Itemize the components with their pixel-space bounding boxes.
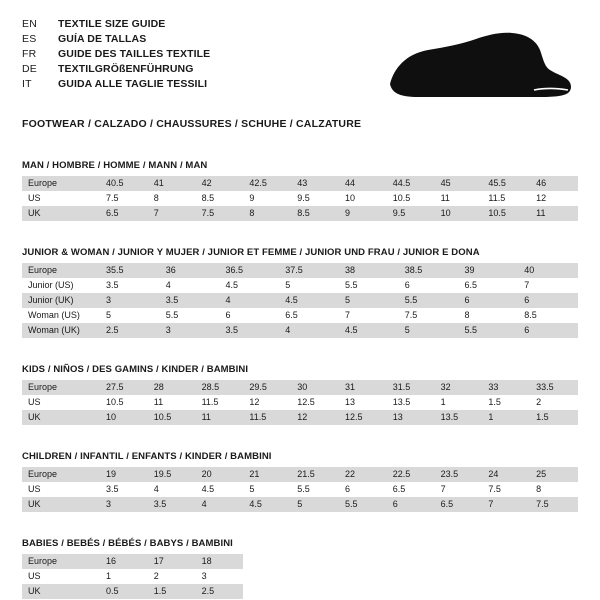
cell: 3.5 xyxy=(220,323,280,338)
cell: 1 xyxy=(482,410,530,425)
size-table-kids xyxy=(22,380,578,425)
cell: 11.5 xyxy=(196,395,244,410)
cell: 5.5 xyxy=(160,308,220,323)
cell: 6 xyxy=(339,482,387,497)
cell: 36.5 xyxy=(220,263,280,278)
cell: 0.5 xyxy=(100,584,148,599)
cell: 11.5 xyxy=(482,191,530,206)
cell: 10.5 xyxy=(387,191,435,206)
cell-empty xyxy=(291,569,339,584)
cell-empty xyxy=(530,569,578,584)
cell: 7.5 xyxy=(530,497,578,512)
cell: 40 xyxy=(518,263,578,278)
cell: 3 xyxy=(196,569,244,584)
cell: 10.5 xyxy=(148,410,196,425)
cell: 1.5 xyxy=(482,395,530,410)
cell: 4.5 xyxy=(196,482,244,497)
cell-empty xyxy=(435,569,483,584)
row-label: Europe xyxy=(22,380,100,395)
cell: 3 xyxy=(160,323,220,338)
cell: 6.5 xyxy=(459,278,519,293)
cell: 6.5 xyxy=(387,482,435,497)
cell: 20 xyxy=(196,467,244,482)
cell: 6 xyxy=(399,278,459,293)
cell: 24 xyxy=(482,467,530,482)
cell: 6.5 xyxy=(435,497,483,512)
language-row xyxy=(22,48,210,63)
cell-empty xyxy=(243,569,291,584)
row-label: Europe xyxy=(22,263,100,278)
cell: 6 xyxy=(387,497,435,512)
row-label: Europe xyxy=(22,554,100,569)
table-row xyxy=(22,176,578,191)
language-code: IT xyxy=(22,78,32,90)
document-header xyxy=(22,18,578,104)
cell: 38 xyxy=(339,263,399,278)
cell: 22 xyxy=(339,467,387,482)
cell: 27.5 xyxy=(100,380,148,395)
cell: 21.5 xyxy=(291,467,339,482)
size-group-junior-woman xyxy=(22,247,578,338)
cell: 7 xyxy=(148,206,196,221)
table-row xyxy=(22,395,578,410)
language-row xyxy=(22,63,210,78)
cell: 35.5 xyxy=(100,263,160,278)
cell: 22.5 xyxy=(387,467,435,482)
row-label: Europe xyxy=(22,467,100,482)
cell-empty xyxy=(387,584,435,599)
cell: 3.5 xyxy=(148,497,196,512)
row-label: Europe xyxy=(22,176,100,191)
cell-empty xyxy=(387,569,435,584)
cell: 4.5 xyxy=(220,278,280,293)
size-group-kids xyxy=(22,364,578,425)
row-label: US xyxy=(22,569,100,584)
cell: 40.5 xyxy=(100,176,148,191)
cell: 3.5 xyxy=(100,278,160,293)
cell: 4 xyxy=(196,497,244,512)
language-row xyxy=(22,18,210,33)
cell: 44 xyxy=(339,176,387,191)
cell-empty xyxy=(482,569,530,584)
cell: 44.5 xyxy=(387,176,435,191)
cell: 13 xyxy=(339,395,387,410)
cell: 5 xyxy=(243,482,291,497)
cell: 5.5 xyxy=(399,293,459,308)
cell: 9 xyxy=(243,191,291,206)
cell: 12.5 xyxy=(291,395,339,410)
language-row xyxy=(22,78,210,93)
table-row xyxy=(22,584,578,599)
cell: 19.5 xyxy=(148,467,196,482)
cell-empty xyxy=(339,584,387,599)
language-title-list xyxy=(22,18,210,93)
dress-shoe-icon xyxy=(384,28,574,106)
cell: 4 xyxy=(148,482,196,497)
size-table-man xyxy=(22,176,578,221)
language-title: GUIDA ALLE TAGLIE TESSILI xyxy=(58,78,208,90)
cell: 7 xyxy=(435,482,483,497)
table-row xyxy=(22,482,578,497)
row-label: UK xyxy=(22,584,100,599)
cell: 6 xyxy=(518,293,578,308)
cell-empty xyxy=(435,584,483,599)
cell: 10.5 xyxy=(100,395,148,410)
table-row xyxy=(22,293,578,308)
cell: 7.5 xyxy=(196,206,244,221)
table-row xyxy=(22,410,578,425)
cell: 4.5 xyxy=(339,323,399,338)
cell: 9.5 xyxy=(387,206,435,221)
cell: 1 xyxy=(100,569,148,584)
table-row xyxy=(22,323,578,338)
cell: 43 xyxy=(291,176,339,191)
cell: 1.5 xyxy=(530,410,578,425)
cell: 7.5 xyxy=(399,308,459,323)
table-row xyxy=(22,308,578,323)
cell: 13.5 xyxy=(435,410,483,425)
cell: 3 xyxy=(100,293,160,308)
cell: 3.5 xyxy=(100,482,148,497)
language-code: DE xyxy=(22,63,37,75)
cell: 36 xyxy=(160,263,220,278)
table-row xyxy=(22,380,578,395)
table-row xyxy=(22,467,578,482)
cell: 41 xyxy=(148,176,196,191)
cell: 37.5 xyxy=(279,263,339,278)
cell: 13.5 xyxy=(387,395,435,410)
cell: 31 xyxy=(339,380,387,395)
cell: 2.5 xyxy=(100,323,160,338)
cell: 2 xyxy=(530,395,578,410)
cell: 8.5 xyxy=(518,308,578,323)
cell: 2.5 xyxy=(196,584,244,599)
cell: 33 xyxy=(482,380,530,395)
group-title: CHILDREN / INFANTIL / ENFANTS / KINDER / BAMBINI xyxy=(22,451,272,462)
size-table-junior-woman xyxy=(22,263,578,338)
cell-empty xyxy=(243,584,291,599)
cell: 4.5 xyxy=(279,293,339,308)
cell: 10 xyxy=(339,191,387,206)
cell-empty xyxy=(387,554,435,569)
cell: 6 xyxy=(459,293,519,308)
size-table-body xyxy=(22,380,578,425)
cell-empty xyxy=(435,554,483,569)
cell: 16 xyxy=(100,554,148,569)
table-row xyxy=(22,554,578,569)
cell: 33.5 xyxy=(530,380,578,395)
cell: 29.5 xyxy=(243,380,291,395)
table-row xyxy=(22,206,578,221)
cell: 8 xyxy=(148,191,196,206)
cell: 17 xyxy=(148,554,196,569)
language-title: TEXTILE SIZE GUIDE xyxy=(58,18,166,30)
cell: 8 xyxy=(530,482,578,497)
cell: 6 xyxy=(220,308,280,323)
cell: 21 xyxy=(243,467,291,482)
cell: 28.5 xyxy=(196,380,244,395)
row-label: Junior (UK) xyxy=(22,293,100,308)
language-title: GUIDE DES TAILLES TEXTILE xyxy=(58,48,211,60)
row-label: US xyxy=(22,191,100,206)
language-code: FR xyxy=(22,48,37,60)
cell: 4 xyxy=(160,278,220,293)
cell: 32 xyxy=(435,380,483,395)
cell: 28 xyxy=(148,380,196,395)
cell: 5.5 xyxy=(291,482,339,497)
size-group-man xyxy=(22,160,578,221)
size-table-body xyxy=(22,554,578,599)
cell: 11 xyxy=(530,206,578,221)
row-label: Woman (UK) xyxy=(22,323,100,338)
cell-empty xyxy=(243,554,291,569)
table-row xyxy=(22,569,578,584)
cell-empty xyxy=(291,584,339,599)
cell: 3.5 xyxy=(160,293,220,308)
cell: 7 xyxy=(482,497,530,512)
cell: 8.5 xyxy=(196,191,244,206)
section-title: FOOTWEAR / CALZADO / CHAUSSURES / SCHUHE / CALZATURE xyxy=(22,118,362,130)
cell: 1.5 xyxy=(148,584,196,599)
group-title: JUNIOR & WOMAN / JUNIOR Y MUJER / JUNIOR ET FEMME / JUNIOR UND FRAU / JUNIOR E DONA xyxy=(22,247,480,258)
cell: 7.5 xyxy=(100,191,148,206)
table-row xyxy=(22,497,578,512)
size-table-children xyxy=(22,467,578,512)
language-title: TEXTILGRÖßENFÜHRUNG xyxy=(58,63,194,75)
cell: 46 xyxy=(530,176,578,191)
cell: 5 xyxy=(100,308,160,323)
size-table-babies xyxy=(22,554,578,599)
cell: 5 xyxy=(399,323,459,338)
language-title-list-body xyxy=(22,18,210,93)
cell-empty xyxy=(339,554,387,569)
cell: 11 xyxy=(435,191,483,206)
cell: 42 xyxy=(196,176,244,191)
cell: 8 xyxy=(459,308,519,323)
group-title: BABIES / BEBÉS / BÉBÉS / BABYS / BAMBINI xyxy=(22,538,233,549)
cell: 11 xyxy=(148,395,196,410)
language-title: GUÍA DE TALLAS xyxy=(58,33,147,45)
cell: 10.5 xyxy=(482,206,530,221)
cell: 4.5 xyxy=(243,497,291,512)
cell: 6.5 xyxy=(279,308,339,323)
row-label: Woman (US) xyxy=(22,308,100,323)
group-title: MAN / HOMBRE / HOMME / MANN / MAN xyxy=(22,160,208,171)
cell-empty xyxy=(530,554,578,569)
cell: 11 xyxy=(196,410,244,425)
cell: 12.5 xyxy=(339,410,387,425)
group-title: KIDS / NIÑOS / DES GAMINS / KINDER / BAMBINI xyxy=(22,364,249,375)
cell-empty xyxy=(482,554,530,569)
table-row xyxy=(22,278,578,293)
cell: 45 xyxy=(435,176,483,191)
cell: 7.5 xyxy=(482,482,530,497)
cell: 38.5 xyxy=(399,263,459,278)
row-label: Junior (US) xyxy=(22,278,100,293)
cell: 5.5 xyxy=(339,278,399,293)
size-group-babies xyxy=(22,538,578,599)
cell-empty xyxy=(482,584,530,599)
size-table-body xyxy=(22,176,578,221)
cell: 5 xyxy=(291,497,339,512)
row-label: US xyxy=(22,482,100,497)
row-label: UK xyxy=(22,410,100,425)
cell: 13 xyxy=(387,410,435,425)
cell: 12 xyxy=(530,191,578,206)
cell: 23.5 xyxy=(435,467,483,482)
cell: 5.5 xyxy=(339,497,387,512)
cell: 8 xyxy=(243,206,291,221)
cell: 39 xyxy=(459,263,519,278)
cell: 2 xyxy=(148,569,196,584)
cell: 1 xyxy=(435,395,483,410)
cell: 45.5 xyxy=(482,176,530,191)
language-row xyxy=(22,33,210,48)
cell-empty xyxy=(530,584,578,599)
cell: 5 xyxy=(339,293,399,308)
cell: 42.5 xyxy=(243,176,291,191)
cell: 6.5 xyxy=(100,206,148,221)
cell: 9.5 xyxy=(291,191,339,206)
cell: 5.5 xyxy=(459,323,519,338)
table-row xyxy=(22,191,578,206)
row-label: US xyxy=(22,395,100,410)
cell: 9 xyxy=(339,206,387,221)
cell: 12 xyxy=(243,395,291,410)
row-label: UK xyxy=(22,206,100,221)
language-code: ES xyxy=(22,33,37,45)
cell: 10 xyxy=(435,206,483,221)
row-label: UK xyxy=(22,497,100,512)
language-code: EN xyxy=(22,18,37,30)
cell-empty xyxy=(339,569,387,584)
cell: 5 xyxy=(279,278,339,293)
cell-empty xyxy=(291,554,339,569)
cell: 30 xyxy=(291,380,339,395)
cell: 6 xyxy=(518,323,578,338)
cell: 19 xyxy=(100,467,148,482)
cell: 25 xyxy=(530,467,578,482)
cell: 18 xyxy=(196,554,244,569)
cell: 3 xyxy=(100,497,148,512)
cell: 11.5 xyxy=(243,410,291,425)
cell: 7 xyxy=(339,308,399,323)
cell: 7 xyxy=(518,278,578,293)
cell: 4 xyxy=(220,293,280,308)
size-group-children xyxy=(22,451,578,512)
cell: 4 xyxy=(279,323,339,338)
size-table-body xyxy=(22,263,578,338)
table-row xyxy=(22,263,578,278)
size-table-body xyxy=(22,467,578,512)
cell: 31.5 xyxy=(387,380,435,395)
cell: 8.5 xyxy=(291,206,339,221)
cell: 10 xyxy=(100,410,148,425)
cell: 12 xyxy=(291,410,339,425)
